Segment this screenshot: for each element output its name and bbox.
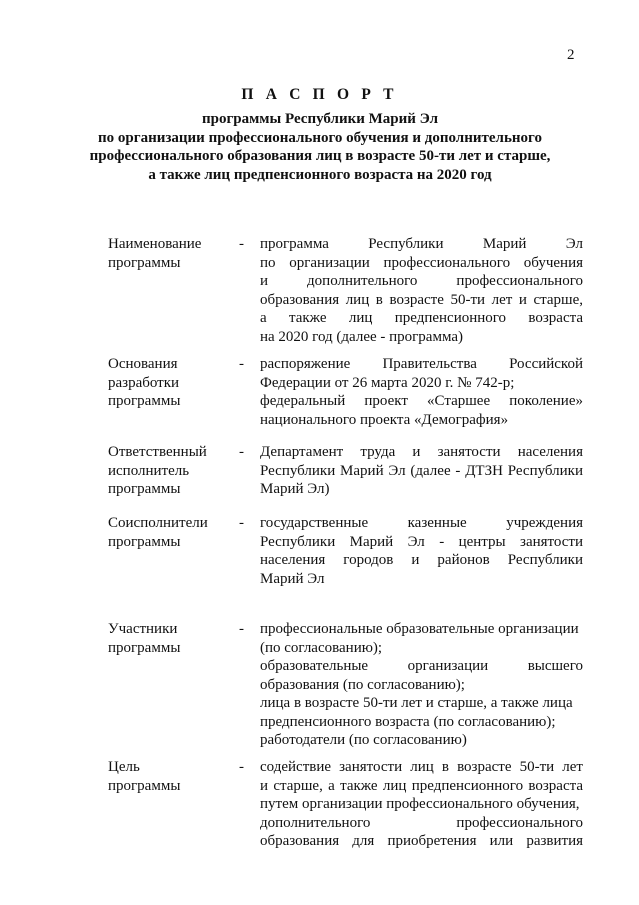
page-number: 2 (567, 47, 575, 63)
value-line: предпенсионного возраста (по согласованию); (260, 713, 556, 730)
label-line: Цель (108, 759, 140, 775)
value-line: населения городов и районов Республики (260, 552, 583, 568)
label-line: Наименование (108, 236, 202, 252)
value-line: программа Республики Марий Эл (260, 236, 583, 252)
label-line: Соисполнители (108, 515, 208, 531)
value-line: Федерации от 26 марта 2020 г. № 742-р; (260, 374, 515, 391)
value-line: и старше, а также лиц предпенсионного возраста (260, 777, 583, 794)
value-line: на 2020 год (далее - программа) (260, 328, 463, 345)
row-value (260, 620, 583, 750)
row-value (260, 443, 583, 499)
label-line: программы (108, 777, 181, 794)
label-line: Основания (108, 356, 178, 372)
row-dash: - (239, 236, 244, 252)
row-label (108, 443, 236, 499)
document-subtitle (60, 110, 580, 184)
row-label (108, 235, 236, 272)
label-line: программы (108, 639, 181, 656)
value-line: Республики Марий Эл (далее - ДТЗН Республики (260, 462, 583, 479)
row-label (108, 514, 236, 551)
value-line: путем организации профессионального обучения, (260, 796, 580, 812)
label-line: исполнитель (108, 462, 190, 479)
value-line: образования для приобретения или развития (260, 833, 583, 849)
value-line: содействие занятости лиц в возрасте 50-ти лет (260, 759, 583, 775)
value-line: федеральный проект «Старшее поколение» (260, 393, 583, 409)
subtitle-line: а также лиц предпенсионного возраста на 2020 год (148, 166, 492, 183)
label-line: программы (108, 533, 181, 550)
row-value (260, 758, 583, 851)
value-line: образовательные организации высшего (260, 658, 583, 674)
value-line: по организации профессионального обучения (260, 254, 583, 271)
row-dash: - (239, 444, 244, 460)
row-dash: - (239, 356, 244, 372)
value-line: лица в возрасте 50-ти лет и старше, а также лица (260, 695, 573, 711)
value-line: дополнительного профессионального (260, 814, 583, 831)
label-line: программы (108, 254, 181, 271)
value-line: образования (по согласованию); (260, 676, 465, 693)
value-line: профессиональные образовательные организации (260, 621, 579, 637)
value-line: Марий Эл) (260, 481, 330, 497)
subtitle-line: по организации профессионального обучения и дополнительного (98, 129, 542, 146)
document-title: П А С П О Р Т (241, 86, 398, 103)
subtitle-line: профессионального образования лиц в возрасте 50-ти лет и старше, (89, 148, 551, 164)
value-line: национального проекта «Демография» (260, 411, 509, 428)
label-line: разработки (108, 374, 180, 391)
row-dash: - (239, 515, 244, 531)
value-line: Республики Марий Эл - центры занятости (260, 533, 583, 550)
value-line: и дополнительного профессионального (260, 273, 583, 289)
label-line: программы (108, 481, 181, 497)
value-line: государственные казенные учреждения (260, 515, 583, 531)
row-label (108, 620, 236, 657)
row-label (108, 758, 236, 795)
value-line: Департамент труда и занятости населения (260, 444, 583, 460)
row-dash: - (239, 621, 244, 637)
value-line: образования лиц в возрасте 50-ти лет и старше, (260, 291, 583, 308)
row-dash: - (239, 759, 244, 775)
label-line: Ответственный (108, 444, 207, 460)
label-line: программы (108, 393, 181, 409)
subtitle-line: программы Республики Марий Эл (201, 111, 439, 127)
value-line: Марий Эл (260, 570, 325, 587)
value-line: (по согласованию); (260, 639, 383, 656)
row-value (260, 514, 583, 588)
row-label (108, 355, 236, 411)
row-value (260, 235, 583, 346)
label-line: Участники (108, 621, 178, 637)
row-value (260, 355, 583, 429)
value-line: работодатели (по согласованию) (260, 732, 467, 748)
value-line: распоряжение Правительства Российской (260, 356, 583, 372)
value-line: а также лиц предпенсионного возраста (260, 310, 583, 326)
